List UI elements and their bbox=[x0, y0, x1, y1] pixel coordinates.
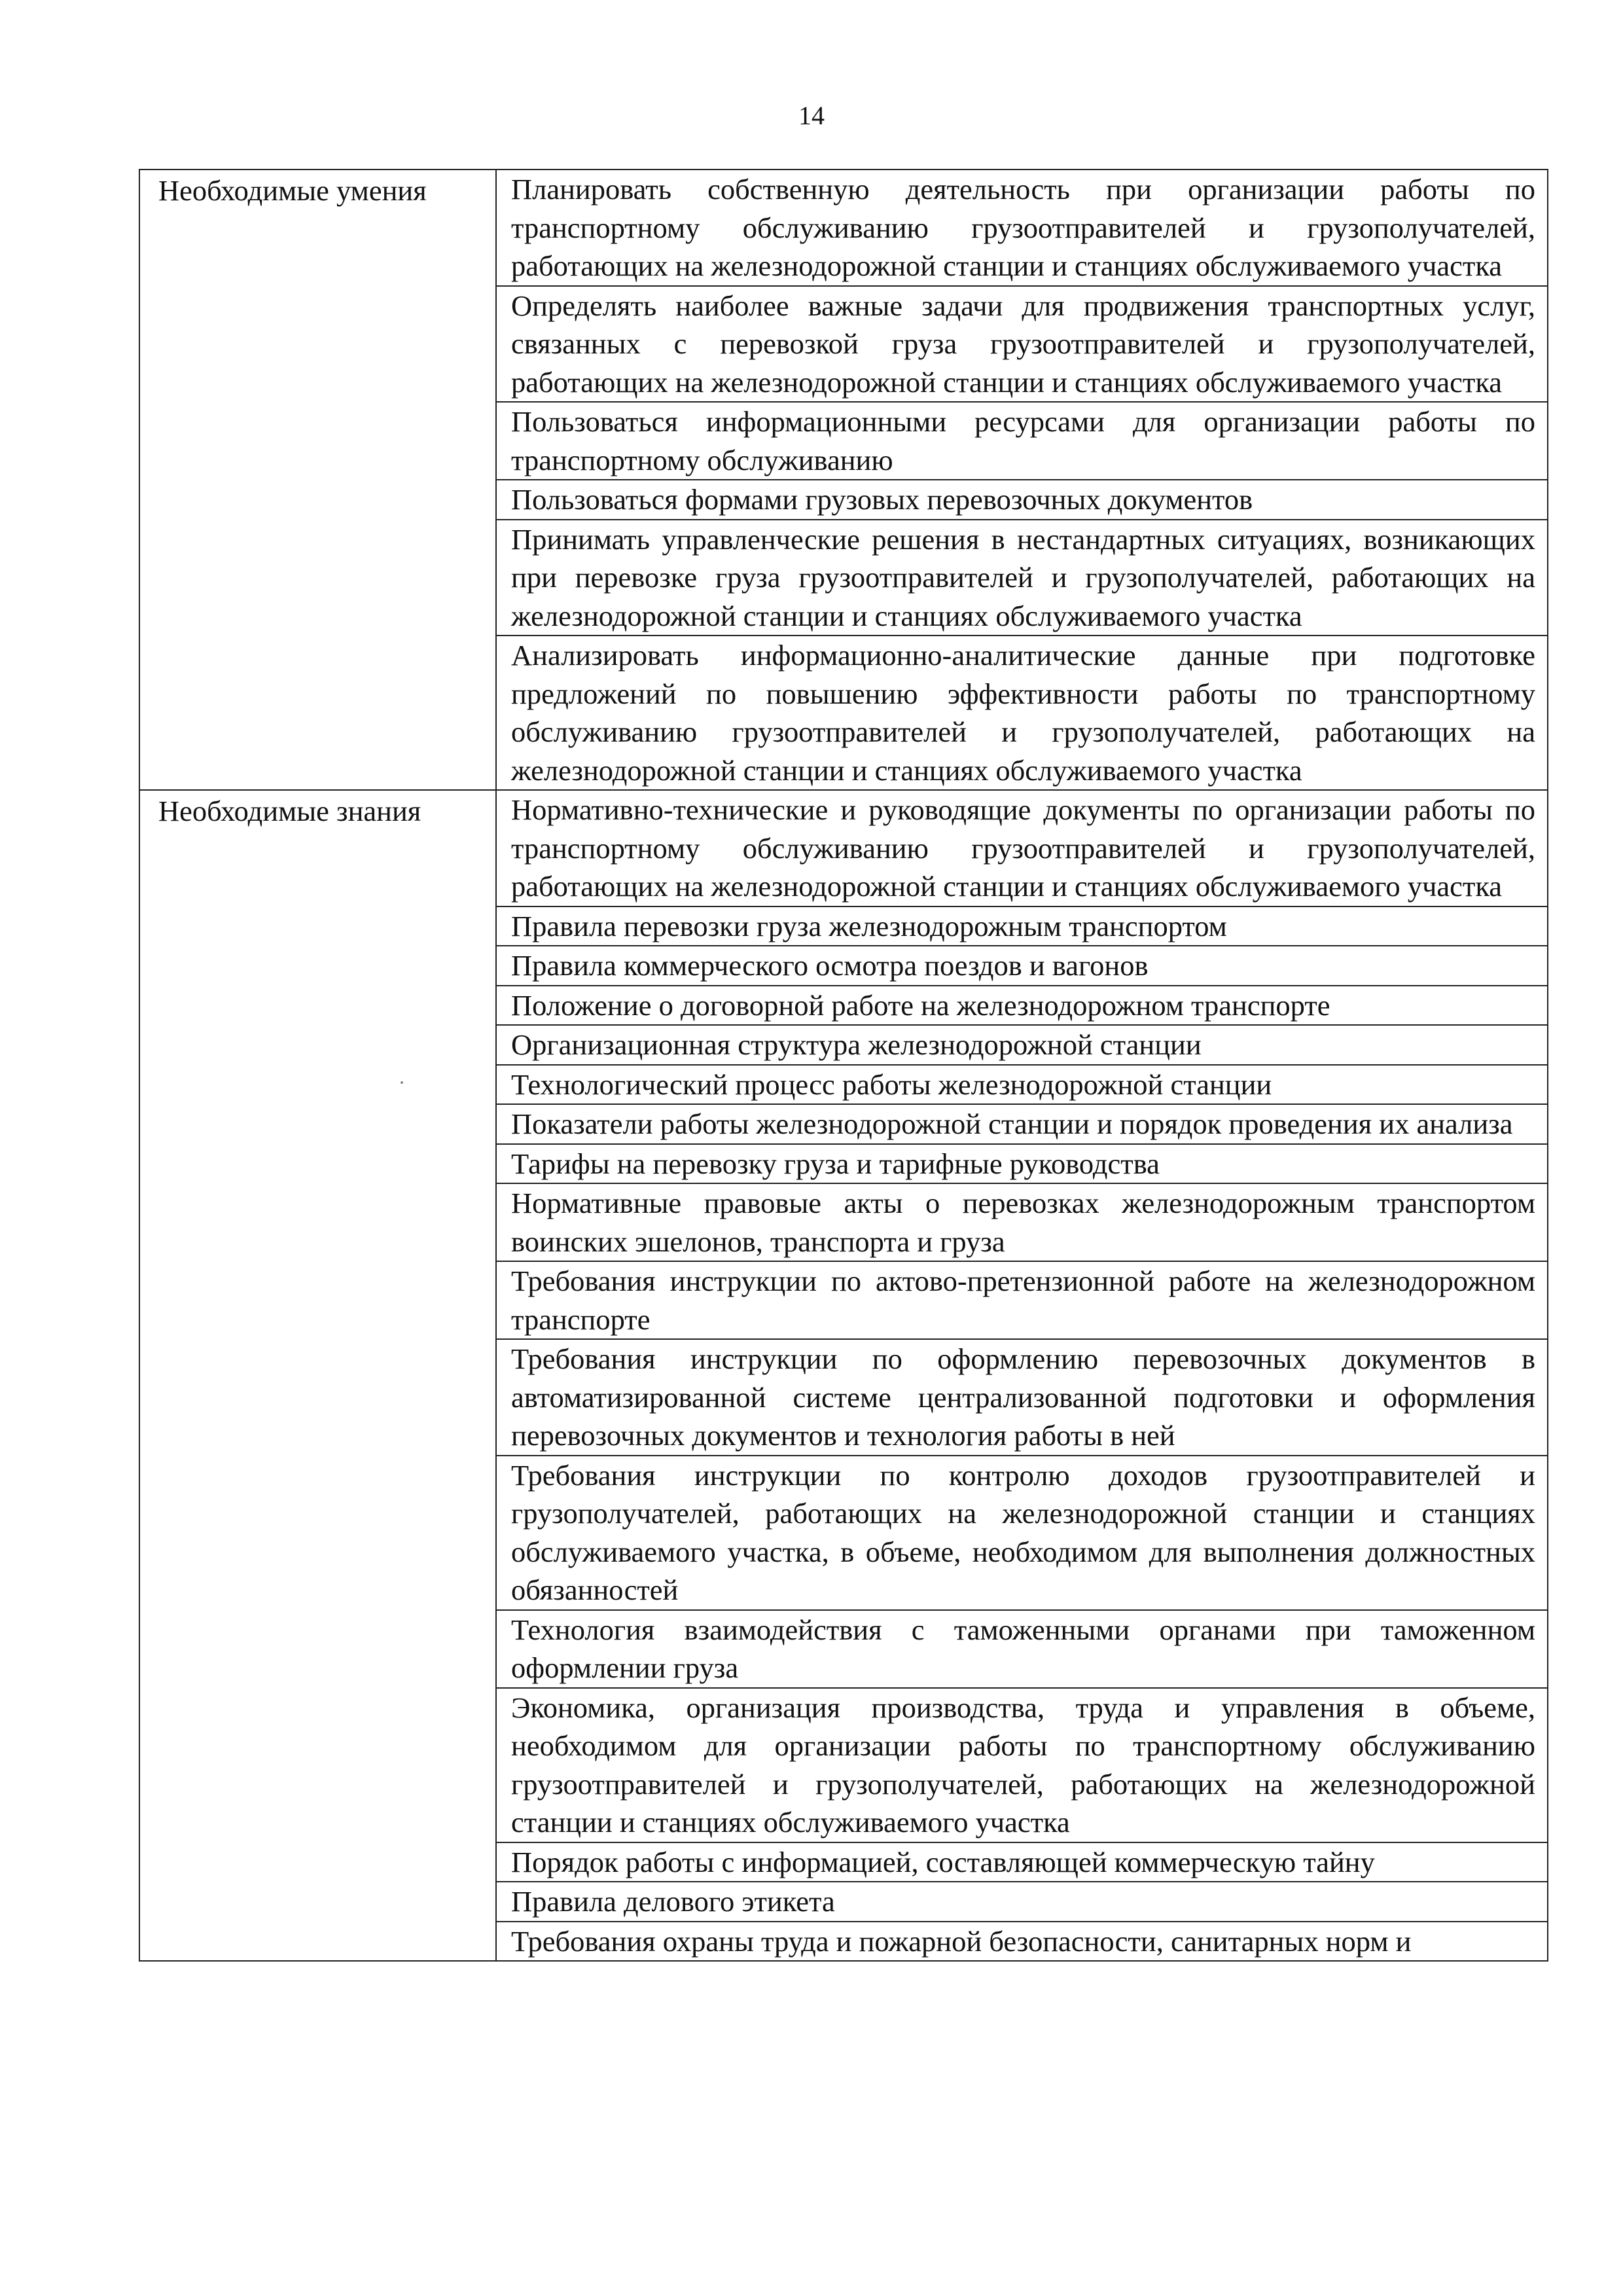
competency-table-body bbox=[139, 170, 1548, 1961]
scan-speck bbox=[401, 1081, 403, 1084]
requirement-item: Технологический процесс работы железнодорожной станции bbox=[496, 1065, 1548, 1105]
requirement-item: Правила делового этикета bbox=[496, 1882, 1548, 1922]
table-row bbox=[139, 170, 1548, 286]
requirement-item: Нормативные правовые акты о перевозках железнодорожным транспортом воинских эшелонов, транспорта и груза bbox=[496, 1183, 1548, 1261]
requirement-item: Нормативно-технические и руководящие документы по организации работы по транспортному обслуживанию грузоотправителей и грузополучателей, работающих на железнодорожной станции и станциях обслуживаемого участка bbox=[496, 790, 1548, 906]
requirement-item: Определять наиболее важные задачи для продвижения транспортных услуг, связанных с перевозкой груза грузоотправителей и грузополучателей, работающих на железнодорожной станции и станциях обслуживаемого участка bbox=[496, 286, 1548, 403]
page-number: 14 bbox=[798, 101, 825, 130]
requirement-item: Правила перевозки груза железнодорожным транспортом bbox=[496, 906, 1548, 946]
requirement-item: Требования инструкции по оформлению перевозочных документов в автоматизированной системе централизованной подготовки и оформления перевозочных документов и технология работы в ней bbox=[496, 1339, 1548, 1456]
competency-table bbox=[139, 169, 1548, 1962]
requirement-item: Требования инструкции по актово-претензионной работе на железнодорожном транспорте bbox=[496, 1261, 1548, 1339]
requirement-item: Экономика, организация производства, труда и управления в объеме, необходимом для организации работы по транспортному обслуживанию грузоотправителей и грузополучателей, работающих на железнодорожной станции и станциях обслуживаемого участка bbox=[496, 1688, 1548, 1842]
requirement-item: Положение о договорной работе на железнодорожном транспорте bbox=[496, 986, 1548, 1026]
requirement-item: Организационная структура железнодорожной станции bbox=[496, 1025, 1548, 1065]
requirement-item: Пользоваться формами грузовых перевозочных документов bbox=[496, 480, 1548, 520]
requirement-item: Правила коммерческого осмотра поездов и вагонов bbox=[496, 946, 1548, 986]
requirement-item: Тарифы на перевозку груза и тарифные руководства bbox=[496, 1144, 1548, 1184]
requirement-item: Требования инструкции по контролю доходов грузоотправителей и грузополучателей, работающих на железнодорожной станции и станциях обслуживаемого участка, в объеме, необходимом для выполнения должностных обязанностей bbox=[496, 1456, 1548, 1610]
table-row bbox=[139, 790, 1548, 906]
category-skills: Необходимые умения bbox=[139, 170, 496, 790]
requirement-item: Технология взаимодействия с таможенными органами при таможенном оформлении груза bbox=[496, 1610, 1548, 1688]
requirement-item: Анализировать информационно-аналитические данные при подготовке предложений по повышению эффективности работы по транспортному обслуживанию грузоотправителей и грузополучателей, работающих на железнодорожной станции и станциях обслуживаемого участка bbox=[496, 636, 1548, 790]
requirement-item: Пользоваться информационными ресурсами для организации работы по транспортному обслуживанию bbox=[496, 402, 1548, 480]
requirement-item: Требования охраны труда и пожарной безопасности, санитарных норм и bbox=[496, 1922, 1548, 1962]
category-knowledge: Необходимые знания bbox=[139, 790, 496, 1961]
requirement-item: Порядок работы с информацией, составляющей коммерческую тайну bbox=[496, 1842, 1548, 1882]
requirement-item: Принимать управленческие решения в нестандартных ситуациях, возникающих при перевозке груза грузоотправителей и грузополучателей, работающих на железнодорожной станции и станциях обслуживаемого участка bbox=[496, 520, 1548, 636]
requirement-item: Показатели работы железнодорожной станции и порядок проведения их анализа bbox=[496, 1104, 1548, 1144]
requirement-item: Планировать собственную деятельность при организации работы по транспортному обслуживанию грузоотправителей и грузополучателей, работающих на железнодорожной станции и станциях обслуживаемого участка bbox=[496, 170, 1548, 286]
